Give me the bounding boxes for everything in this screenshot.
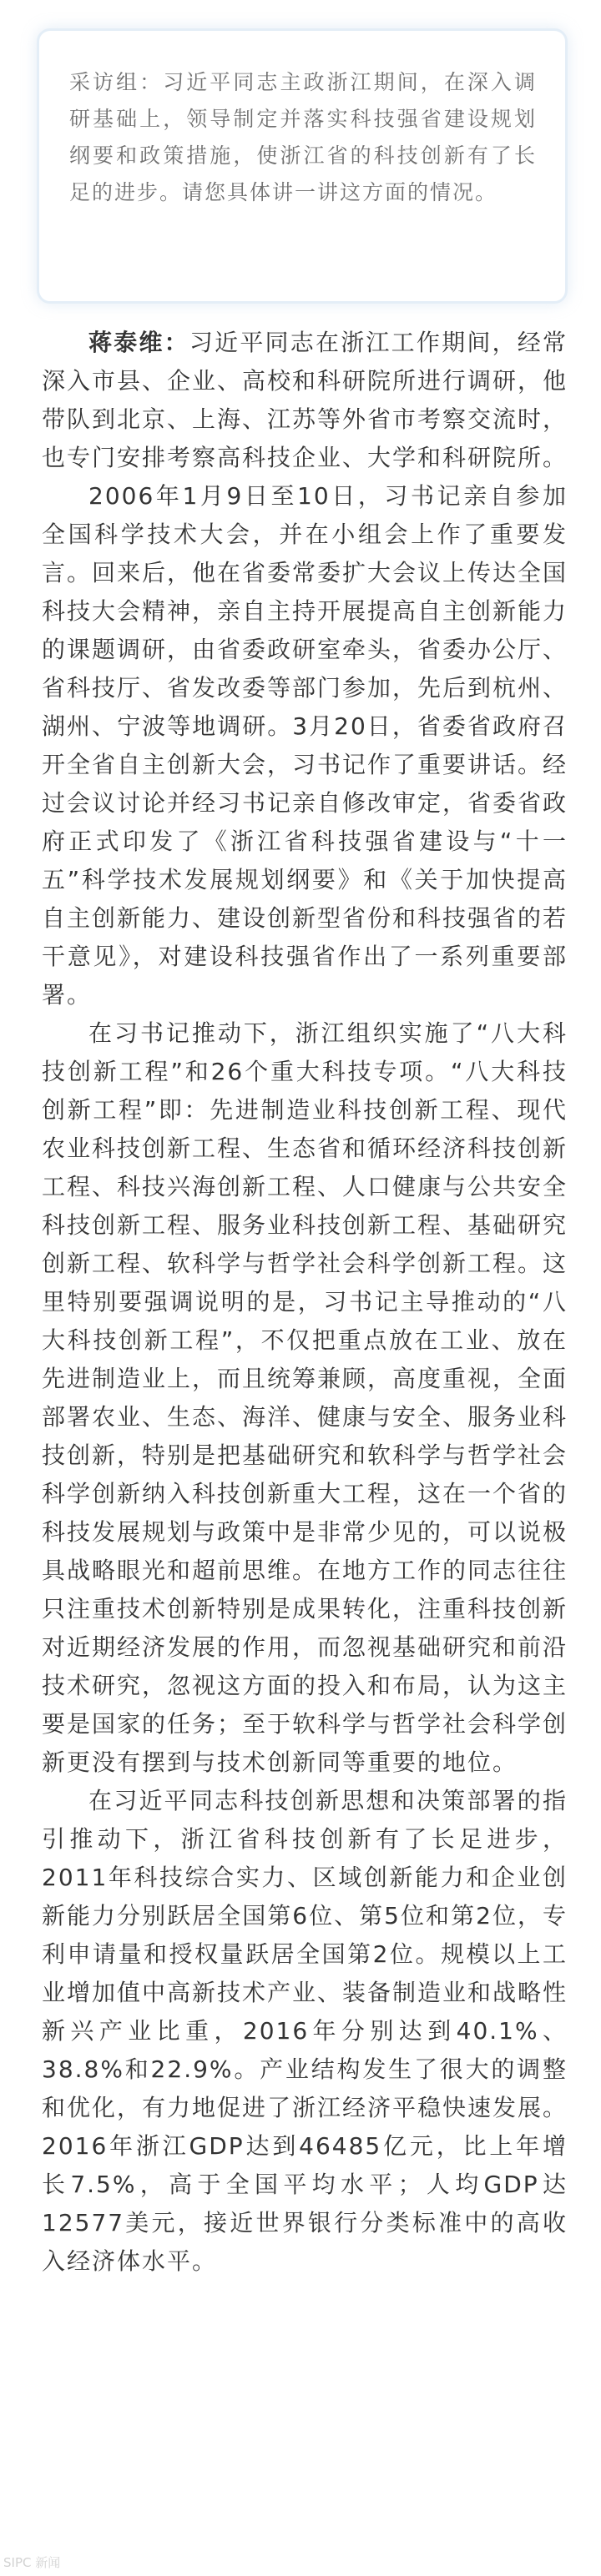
answer-paragraph-2: 2006年1月9日至10日，习书记亲自参加全国科学技术大会，并在小组会上作了重要发言。回来后，他在省委常委扩大会议上传达全国科技大会精神，亲自主持开展提高自主创新能力的课题调研，由省委政研室牵头，省委办公厅、省科技厅、省发改委等部门参加，先后到杭州、湖州、宁波等地调研。3月20日，省委省政府召开全省自主创新大会，习书记作了重要讲话。经过会议讨论并经习书记亲自修改审定，省委省政府正式印发了《浙江省科技强省建设与“十一五”科学技术发展规划纲要》和《关于加快提高自主创新能力、建设创新型省份和科技强省的若干意见》，对建设科技强省作出了一系列重要部署。	[42, 482, 568, 1009]
speaker-name: 蒋泰维：	[88, 329, 189, 356]
answer-paragraph-4: 在习近平同志科技创新思想和决策部署的指引推动下，浙江省科技创新有了长足进步，2011年科技综合实力、区域创新能力和企业创新能力分别跃居全国第6位、第5位和第2位，专利申请量和授权量跃居全国第2位。规模以上工业增加值中高新技术产业、装备制造业和战略性新兴产业比重，2016年分别达到40.1%、38.8%和22.9%。产业结构发生了很大的调整和优化，有力地促进了浙江经济平稳快速发展。2016年浙江GDP达到46485亿元，比上年增长7.5%，高于全国平均水平；人均GDP达12577美元，接近世界银行分类标准中的高收入经济体水平。	[42, 1787, 568, 2275]
interview-question-box	[37, 28, 568, 304]
watermark: SIPC 新闻	[3, 2555, 61, 2570]
answer-paragraph-1-text: 习近平同志在浙江工作期间，经常深入市县、企业、高校和科研院所进行调研，他带队到北京、上海、江苏等外省市考察交流时，也专门安排考察高科技企业、大学和科研院所。	[42, 329, 568, 471]
answer-paragraph-3: 在习书记推动下，浙江组织实施了“八大科技创新工程”和26个重大科技专项。“八大科技创新工程”即：先进制造业科技创新工程、现代农业科技创新工程、生态省和循环经济科技创新工程、科技兴海创新工程、人口健康与公共安全科技创新工程、服务业科技创新工程、基础研究创新工程、软科学与哲学社会科学创新工程。这里特别要强调说明的是，习书记主导推动的“八大科技创新工程”，不仅把重点放在工业、放在先进制造业上，而且统筹兼顾，高度重视，全面部署农业、生态、海洋、健康与安全、服务业科技创新，特别是把基础研究和软科学与哲学社会科学创新纳入科技创新重大工程，这在一个省的科技发展规划与政策中是非常少见的，可以说极具战略眼光和超前思维。在地方工作的同志往往只注重技术创新特别是成果转化，注重科技创新对近期经济发展的作用，而忽视基础研究和前沿技术研究，忽视这方面的投入和布局，认为这主要是国家的任务；至于软科学与哲学社会科学创新更没有摆到与技术创新同等重要的地位。	[42, 1019, 568, 1776]
interview-question-text: 采访组：习近平同志主政浙江期间，在深入调研基础上，领导制定并落实科技强省建设规划纲要和政策措施，使浙江省的科技创新有了长足的进步。请您具体讲一讲这方面的情况。	[69, 70, 537, 204]
answer-article	[42, 309, 568, 2281]
answer-paragraph-1	[42, 324, 568, 477]
